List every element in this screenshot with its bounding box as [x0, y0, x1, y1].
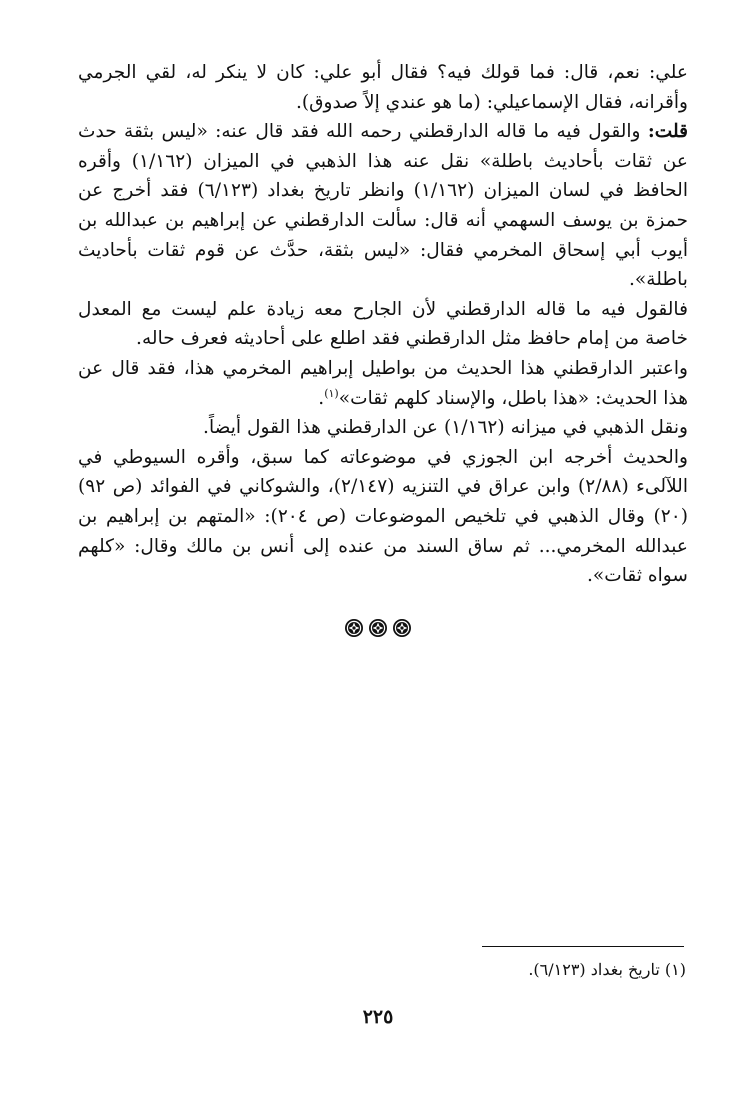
page-body [78, 58, 688, 591]
section-ornament [0, 618, 756, 638]
paragraph-5-text: ونقل الذهبي في ميزانه (١/١٦٢) عن الدارقطني هذا القول أيضاً. [203, 417, 688, 439]
footnote-reference[interactable]: (١) [324, 386, 339, 400]
rosette-ornament-icon [344, 618, 364, 638]
footnote-number: (١) [664, 960, 686, 979]
page-number: ٢٢٥ [362, 1006, 394, 1028]
paragraph-1-text: علي: نعم، قال: فما قولك فيه؟ فقال أبو علي: كان لا ينكر له، لقي الجرمي وأقرانه، فقال الإسماعيلي: (ما هو عندي إلاً صدوق). [78, 62, 688, 113]
footnote-divider [482, 946, 684, 947]
rosette-ornament-icon [368, 618, 388, 638]
paragraph-2-lead: قلت: [647, 121, 688, 143]
paragraph-5 [78, 413, 688, 443]
paragraph-2-text: والقول فيه ما قاله الدارقطني رحمه الله فقد قال عنه: «ليس بثقة حدث عن ثقات بأحاديث باطلة» نقل عنه هذا الذهبي في الميزان (١/١٦٢) وأقره الحافظ في لسان الميزان (١/١٦٢) وانظر تاريخ بغداد (٦/١٢٣) فقد أخرج عن حمزة بن يوسف السهمي أنه قال: سألت الدارقطني عن إبراهيم بن عبدالله بن أيوب أبي إسحاق المخرمي فقال: «ليس بثقة، حدَّث عن قوم ثقات بأحاديث باطلة». [78, 121, 688, 291]
paragraph-4-text: واعتبر الدارقطني هذا الحديث من بواطيل إبراهيم المخرمي هذا، فقد قال عن هذا الحديث: «هذا باطل، والإسناد كلهم ثقات» [78, 357, 688, 409]
paragraph-1 [78, 58, 688, 117]
paragraph-3-text: فالقول فيه ما قاله الدارقطني لأن الجارح معه زيادة علم ليست مع المعدل خاصة من إمام حافظ مثل الدارقطني فقد اطلع على أحاديثه فعرف حاله. [78, 298, 688, 350]
footnote [300, 958, 686, 982]
rosette-ornament-icon [392, 618, 412, 638]
paragraph-4 [78, 354, 688, 413]
footnote-text: تاريخ بغداد (٦/١٢٣). [528, 960, 665, 979]
paragraph-6 [78, 443, 688, 591]
paragraph-4-end: . [318, 387, 325, 409]
paragraph-2 [78, 117, 688, 295]
paragraph-6-text: والحديث أخرجه ابن الجوزي في موضوعاته كما سبق، وأقره السيوطي في اللآلىء (٢/٨٨) وابن عراق في التنزيه (٢/١٤٧)، والشوكاني في الفوائد (ص ٩٢) (٢٠) وقال الذهبي في تلخيص الموضوعات (ص ٢٠٤): «المتهم بن إبراهيم بن عبدالله المخرمي... ثم ساق السند من عنده إلى أنس بن مالك وقال: «كلهم سواه ثقات». [78, 446, 689, 587]
paragraph-3 [78, 295, 688, 354]
